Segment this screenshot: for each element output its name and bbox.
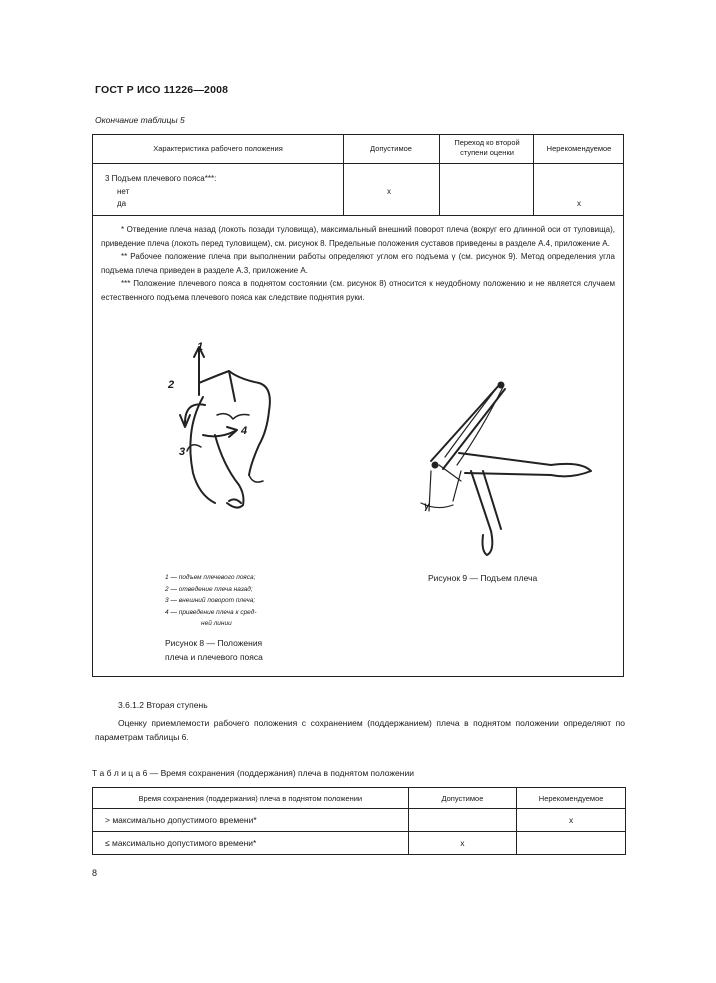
table5-row-title: 3 Подъем плечевого пояса***: <box>105 174 217 183</box>
table5-col-divider <box>439 135 440 215</box>
figure8-mark-1: 1 <box>197 341 204 353</box>
figure9-caption: Рисунок 9 — Подъем плеча <box>428 573 538 583</box>
table5-header-second-stage: Переход ко второй ступени оценки <box>454 138 520 157</box>
table6-header-row <box>93 788 626 809</box>
figure8-mark-4: 4 <box>241 425 248 437</box>
table6-header-not-recommended: Нерекомендуемое <box>517 788 626 809</box>
table5 <box>92 134 624 677</box>
table6-header-time: Время сохранения (поддержания) плеча в поднятом положении <box>93 788 409 809</box>
table-row <box>93 809 626 832</box>
figure8-mark-2: 2 <box>168 379 175 391</box>
legend-item: 3 — внешний поворот плеча; <box>165 597 256 604</box>
table6-header-allowed: Допустимое <box>408 788 517 809</box>
table6 <box>92 787 626 855</box>
table6-title: Т а б л и ц а 6 — Время сохранения (поддержания) плеча в поднятом положении <box>92 768 414 778</box>
standard-header: ГОСТ Р ИСО 11226—2008 <box>95 84 229 96</box>
legend-item: 2 — отведение плеча назад; <box>165 585 253 593</box>
table5-mark-not-recommended: x <box>577 199 581 208</box>
figure9-arm-raise-drawing <box>401 361 601 561</box>
table6-row-label: > максимально допустимого времени* <box>93 809 409 832</box>
table6-cell-not-recommended <box>517 832 626 855</box>
section-paragraph: Оценку приемлемости рабочего положения с сохранением (поддержанием) плеча в поднятом положении определяют по параметрам таблицы 6. <box>95 718 625 742</box>
figure8-caption-line2: плеча и плечевого пояса <box>165 652 263 662</box>
table5-row-divider <box>93 215 623 216</box>
legend-item: 1 — подъем плечевого пояса; <box>165 574 256 581</box>
table5-header-characteristic: Характеристика рабочего положения <box>153 144 283 153</box>
figure8-legend <box>165 572 256 630</box>
legend-item: ней линии <box>201 620 232 627</box>
section-heading: 3.6.1.2 Вторая ступень <box>118 700 208 710</box>
figure9-angle-gamma: γ <box>424 501 430 512</box>
footnote-1: * Отведение плеча назад (локоть позади туловища), максимальный внешний поворот плеча (вокруг его длинной оси от туловища), приведение плеча (локоть перед туловищем), см. рисунок 8. Предельные положения суставов приведены в разделе А.4, приложение А. <box>101 225 615 248</box>
table6-cell-allowed <box>408 809 517 832</box>
table6-cell-not-recommended: x <box>517 809 626 832</box>
table5-row-label-yes: да <box>117 199 127 208</box>
table5-header-not-recommended: Нерекомендуемое <box>546 144 612 153</box>
table5-header-allowed: Допустимое <box>370 144 412 153</box>
figure8-mark-3: 3 <box>179 446 186 458</box>
table5-footnotes <box>101 223 615 304</box>
footnote-3: *** Положение плечевого пояса в поднятом состоянии (см. рисунок 8) относится к неудобному положению и не является случаем естественного подъема плечевого пояса как следствие поднятия руки. <box>101 279 615 302</box>
figure8-shoulder-drawing <box>163 335 313 535</box>
table-row <box>93 832 626 855</box>
legend-item: 4 — приведение плеча к сред- <box>165 608 257 616</box>
table5-row-label-no: нет <box>117 187 130 196</box>
table5-mark-allowed: x <box>387 187 391 196</box>
table6-row-label: ≤ максимально допустимого времени* <box>93 832 409 855</box>
footnote-2: ** Рабочее положение плеча при выполнении работы определяют углом его подъема γ (см. рисунок 9). Метод определения угла подъема плеча приведен в разделе А.3, приложение А. <box>101 252 615 275</box>
table5-continuation-caption: Окончание таблицы 5 <box>95 115 185 125</box>
figure8-caption-line1: Рисунок 8 — Положения <box>165 638 263 648</box>
page-number: 8 <box>92 868 98 878</box>
table5-header-divider <box>93 163 623 164</box>
table6-cell-allowed: x <box>408 832 517 855</box>
